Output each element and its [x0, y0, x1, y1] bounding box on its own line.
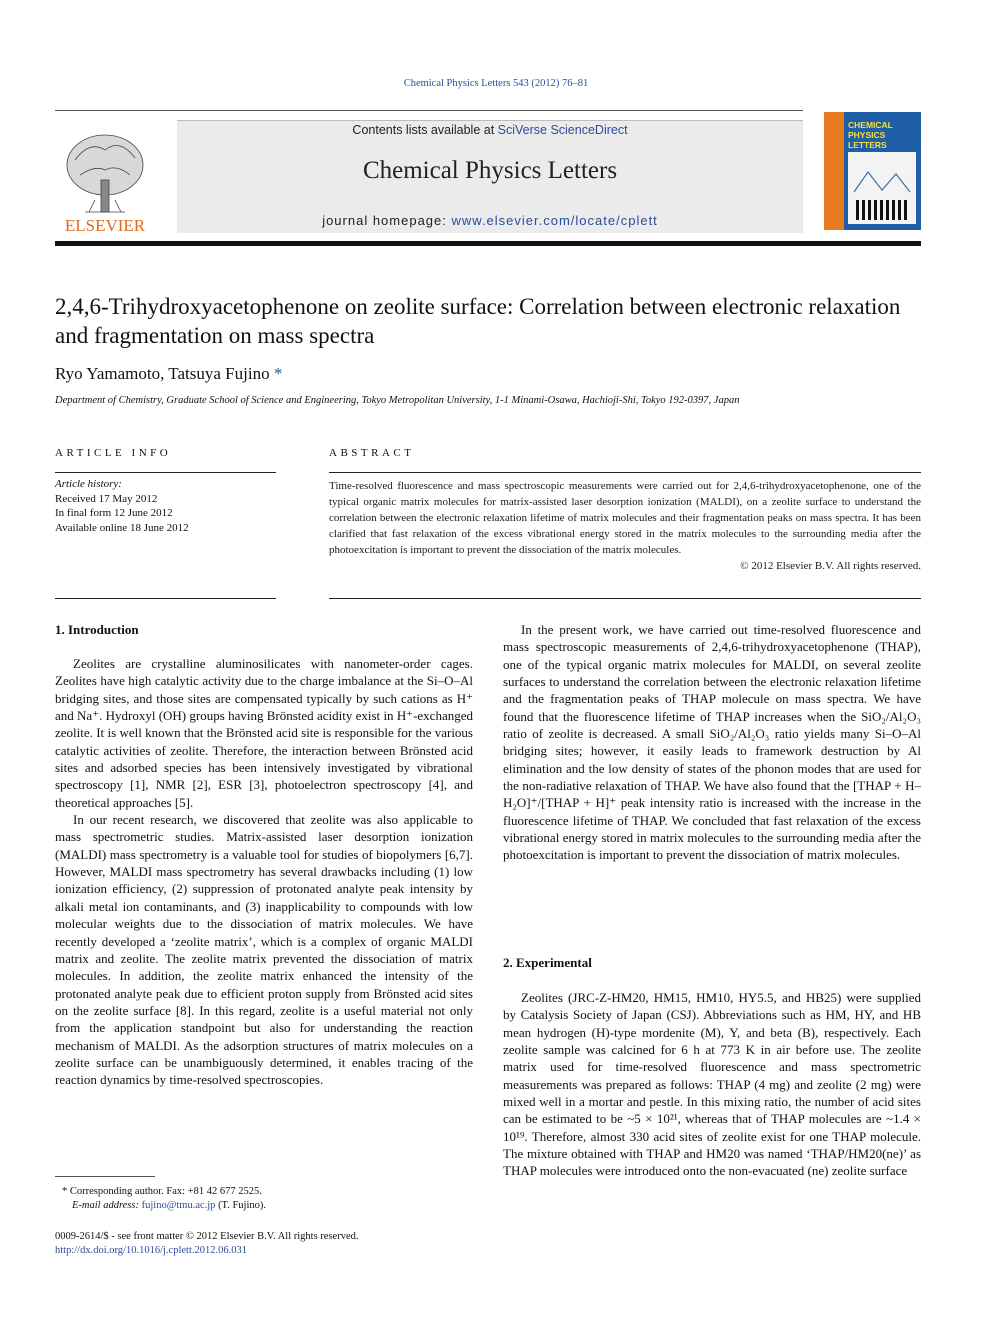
cover-title: [848, 120, 893, 150]
abstract-rule-bottom: [329, 598, 921, 599]
author-names: Ryo Yamamoto, Tatsuya Fujino: [55, 364, 270, 383]
abstract-rule-top: [329, 472, 921, 473]
history-final: In final form 12 June 2012: [55, 507, 173, 519]
email-line: [62, 1199, 266, 1213]
experimental-body: [503, 989, 921, 1180]
history-received: Received 17 May 2012: [55, 492, 158, 505]
intro-paragraph-2: In our recent research, we discovered that zeolite was also applicable to mass spectrometric studies. Matrix-assisted laser desorption ionization (MALDI) mass spectrometry is a valuable tool for studies of biopolymers [6,7]. However, MALDI mass spectrometry has several drawbacks including (1) low ionization efficiency, (2) suppression of protonated analyte peak intensity by alkali metal ion contaminants, and (3) inapplicability to compounds with low molecular weights due to the dissociation of matrix molecules. We have recently developed a ‘zeolite matrix’, which is a complex of organic MALDI matrix and zeolite. The zeolite matrix prevented the dissociation of matrix molecules. In addition, the zeolite matrix enhanced the intensity of the protonated analyte peak due to efficient proton supply from Brönsted acid sites on the zeolite surface [8]. In this regard, zeolite is a useful material not only from the application standpoint but also for understanding the reaction mechanism of MALDI. As the adsorption structures of matrix molecules on a zeolite surface can be unambiguously determined, it enables tracing of the reaction dynamics by time-resolved spectroscopies.: [55, 812, 473, 1088]
cover-title-line: CHEMICAL: [848, 120, 893, 130]
history-label: Article history:: [55, 478, 122, 490]
article-title: 2,4,6-Trihydroxyacetophenone on zeolite surface: Correlation between electronic relaxation and fragmentation on mass spectra: [55, 294, 901, 348]
corresponding-author-fax: * Corresponding author. Fax: +81 42 677 2525.: [62, 1186, 262, 1197]
history-online: Available online 18 June 2012: [55, 521, 189, 534]
experimental-paragraph-1: Zeolites (JRC-Z-HM20, HM15, HM10, HY5.5, and HB25) were supplied by Catalysis Society of Japan (CSJ). Abbreviations such as HM, HY, and HB mean hydrogen (H)-type mordenite (M), Y, and beta (B), respectively. Each zeolite sample was calcined for 6 h at 773 K in air before use. The zeolite matrix used for time-resolved fluorescence and mass spectrometric measurements was prepared as follows: THAP (4 mg) and zeolite (2 mg) were mixed well in a mortar and pestle. In this mixing ratio, the number of acid sites can be estimated to be ~5 × 10²¹, whereas that of THAP molecules are ~1.4 × 10¹⁹. Therefore, almost 330 acid sites of zeolite exist for one THAP molecule. The mixture obtained with THAP and HM20 was named ‘THAP/HM20(ne)’ as THAP molecules were introduced onto the non-evacuated (ne) zeolite surface: [503, 990, 921, 1179]
front-matter-footer: [55, 1230, 358, 1258]
left-column-body: [55, 655, 473, 1089]
abstract-copyright: © 2012 Elsevier B.V. All rights reserved.: [740, 560, 921, 572]
abstract-text: Time-resolved fluorescence and mass spectroscopic measurements were carried out for 2,4,6-trihydroxyacetophenone, one of the typical organic matrix molecules for matrix-assisted laser desorption ionization (MALDI), on a zeolite surface to understand the correlation between the electronic relaxation lifetime of matrix molecules and their fragmentation peaks on mass spectra. It has been clarified that fast relaxation of the excess vibrational energy stored in the matrix molecules to the surrounding media after the photoexcitation is important to prevent the dissociation of the matrix molecules.: [329, 480, 921, 556]
article-info-heading: ARTICLE INFO: [55, 447, 172, 459]
cover-graphic-icon: [848, 152, 916, 224]
publisher-wordmark: ELSEVIER: [64, 216, 146, 235]
doi-link[interactable]: http://dx.doi.org/10.1016/j.cplett.2012.06.031: [55, 1245, 248, 1256]
cover-title-line: PHYSICS: [848, 130, 886, 140]
abstract-body: [329, 478, 921, 574]
cover-stripe: [824, 112, 844, 230]
corresponding-author-footnote: [62, 1185, 266, 1213]
footnote-rule: [55, 1176, 155, 1177]
article-info-rule-top: [55, 472, 276, 473]
email-link[interactable]: fujino@tmu.ac.jp: [141, 1200, 216, 1211]
article-history: [55, 477, 276, 535]
article-info-rule-bottom: [55, 598, 276, 599]
intro-paragraph-1: Zeolites are crystalline aluminosilicates with nanometer-order cages. Zeolites have high catalytic activity due to the charge imbalance at the Si–O–Al bridging sites, and those sites are compensated typically by such cations as H⁺ and Na⁺. Hydroxyl (OH) groups having Brönsted acidity exist in H⁺-exchanged zeolite. It is well known that the Brönsted acid site is responsible for the various catalytic activities of zeolite. Therefore, the interaction between Brönsted acid sites and adsorbed species has been intensively investigated by vibrational spectroscopy [1], NMR [2], ESR [3], photoelectron spectroscopy [4], and theoretical approaches [5].: [55, 656, 473, 810]
contents-prefix: Contents lists available at: [352, 123, 498, 137]
elsevier-tree-icon: [55, 120, 155, 236]
homepage-prefix: journal homepage:: [322, 213, 452, 228]
header-thick-rule: [55, 241, 921, 246]
intro-paragraph-3-block: [503, 621, 921, 864]
cover-title-line: LETTERS: [848, 140, 887, 150]
journal-title: Chemical Physics Letters: [362, 157, 618, 184]
section-heading-introduction: 1. Introduction: [55, 622, 139, 637]
corresponding-author-mark[interactable]: *: [273, 364, 283, 383]
issn-line: 0009-2614/$ - see front matter © 2012 Elsevier B.V. All rights reserved.: [55, 1231, 359, 1242]
journal-cover-thumbnail: [824, 112, 921, 230]
author-list: [55, 364, 282, 384]
journal-reference[interactable]: Chemical Physics Letters 543 (2012) 76–81: [403, 78, 589, 89]
header-top-rule: [55, 110, 803, 111]
section-heading-experimental: 2. Experimental: [503, 955, 592, 970]
intro-paragraph-3: In the present work, we have carried out time-resolved fluorescence and mass spectroscopic measurements of 2,4,6-trihydroxyacetophenone (THAP), one of the typical organic matrix molecules for MALDI, on several zeolite surfaces to understand the correlation between the electronic relaxation lifetime and the fragmentation peaks of THAP molecule on mass spectra. We have found that the fluorescence lifetime of THAP increases when the SiO₂/Al₂O₃ ratio of zeolite is decreased. A small SiO₂/Al₂O₃ ratio yields many Si–O–Al bridging sites; however, it easily leads to framework destruction by Al elimination and the low density of states of the phonon modes that are used for the non-radiative relaxation of THAP. We have also found that the [THAP + H–H₂O]⁺/[THAP + H]⁺ peak intensity ratio is increased with the increase in the fluorescence lifetime of THAP. We concluded that fast relaxation of the excess vibrational energy stored in matrix molecules to the surrounding media after the photoexcitation is important to prevent the dissociation of matrix molecules.: [503, 622, 921, 863]
sciencedirect-link[interactable]: SciVerse ScienceDirect: [497, 123, 628, 137]
elsevier-logo: [55, 120, 155, 236]
email-label: E-mail address:: [72, 1200, 142, 1211]
journal-homepage: [177, 213, 803, 228]
email-suffix: (T. Fujino).: [215, 1200, 266, 1211]
journal-banner: [177, 120, 803, 233]
homepage-link[interactable]: www.elsevier.com/locate/cplett: [451, 213, 658, 228]
cover-image: [848, 152, 916, 224]
abstract-heading: ABSTRACT: [329, 447, 415, 459]
affiliation: Department of Chemistry, Graduate School of Science and Engineering, Tokyo Metropolitan University, 1-1 Minami-Osawa, Hachioji-Shi, Tokyo 192-0397, Japan: [55, 395, 740, 406]
contents-line: [177, 123, 803, 137]
